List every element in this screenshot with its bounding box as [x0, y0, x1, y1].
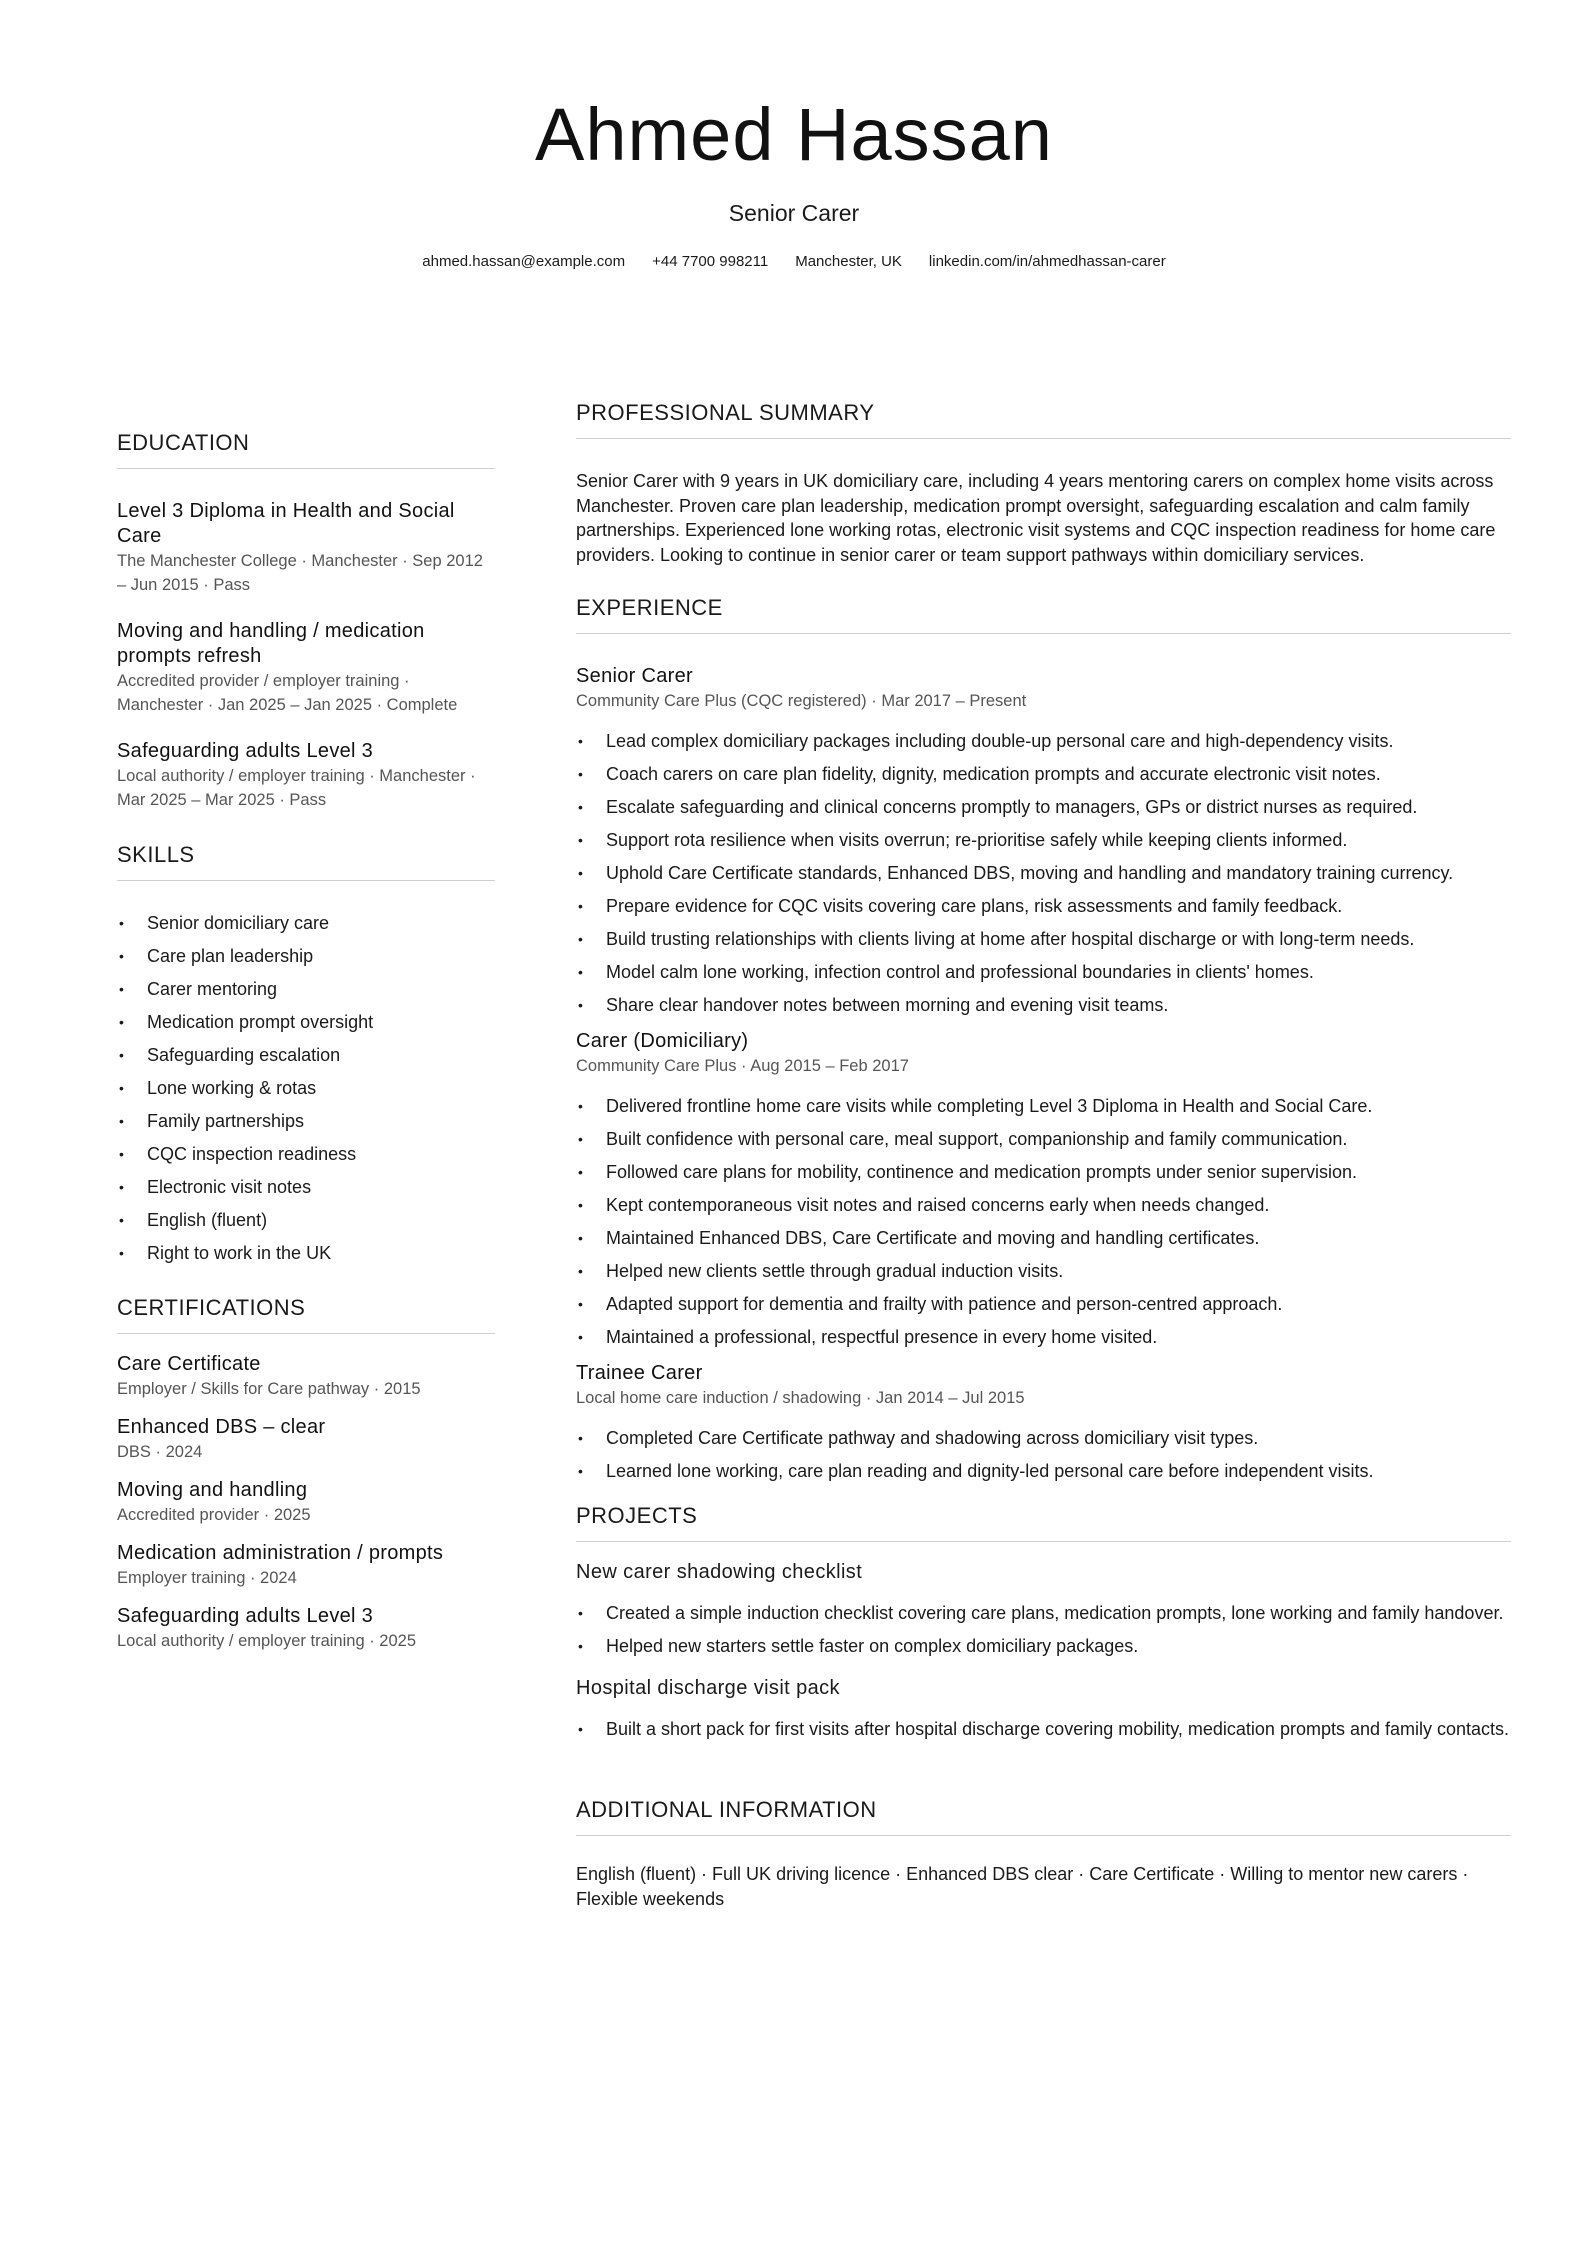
additional-section	[576, 1797, 1511, 1912]
job-bullet: • Escalate safeguarding and clinical concerns promptly to managers, GPs or district nurses as required.	[576, 795, 1511, 819]
project-entry	[576, 1676, 1511, 1741]
skills-section	[117, 842, 495, 1265]
certification-title: Safeguarding adults Level 3	[117, 1605, 374, 1627]
certification-meta: DBS · 2024	[117, 1443, 203, 1461]
skill-item: • CQC inspection readiness	[117, 1142, 495, 1166]
contact-location: Manchester, UK	[795, 253, 902, 270]
project-bullets	[576, 1601, 1511, 1658]
education-meta: Accredited provider / employer training · Manchester · Jan 2025 – Jan 2025 · Complete	[117, 672, 458, 714]
section-heading: ADDITIONAL INFORMATION	[576, 1797, 1511, 1836]
skill-item: • Electronic visit notes	[117, 1175, 495, 1199]
skill-item: • Safeguarding escalation	[117, 1043, 495, 1067]
skill-item: • Family partnerships	[117, 1109, 495, 1133]
job-bullet: • Built confidence with personal care, meal support, companionship and family communication.	[576, 1127, 1511, 1151]
skills-list	[117, 911, 495, 1265]
job-bullet: • Uphold Care Certificate standards, Enhanced DBS, moving and handling and mandatory training currency.	[576, 861, 1511, 885]
certification-title: Care Certificate	[117, 1353, 261, 1375]
section-heading: SKILLS	[117, 842, 495, 881]
education-meta: Local authority / employer training · Manchester · Mar 2025 – Mar 2025 · Pass	[117, 767, 476, 809]
job-title: Trainee Carer	[576, 1362, 703, 1384]
project-bullet: • Helped new starters settle faster on complex domiciliary packages.	[576, 1634, 1511, 1658]
certification-meta: Employer training · 2024	[117, 1569, 297, 1587]
education-title: Level 3 Diploma in Health and Social Care	[117, 500, 455, 547]
additional-text: English (fluent) · Full UK driving licence · Enhanced DBS clear · Care Certificate · Willing to mentor new carers · Flexible weekends	[576, 1864, 1469, 1909]
job-bullet: • Completed Care Certificate pathway and shadowing across domiciliary visit types.	[576, 1426, 1511, 1450]
certification-entry	[117, 1541, 495, 1590]
contact-linkedin[interactable]: linkedin.com/in/ahmedhassan-carer	[928, 253, 1166, 270]
job-meta: Community Care Plus · Aug 2015 – Feb 2017	[576, 1057, 909, 1075]
project-title: Hospital discharge visit pack	[576, 1677, 840, 1699]
project-bullet: • Built a short pack for first visits after hospital discharge covering mobility, medication prompts and family contacts.	[576, 1717, 1511, 1741]
certification-entry	[117, 1604, 495, 1653]
skill-item: • Medication prompt oversight	[117, 1010, 495, 1034]
job-bullet: • Model calm lone working, infection control and professional boundaries in clients' homes.	[576, 960, 1511, 984]
job-bullet: • Helped new clients settle through gradual induction visits.	[576, 1259, 1511, 1283]
project-bullet: • Created a simple induction checklist covering care plans, medication prompts, lone working and family handover.	[576, 1601, 1511, 1625]
job-bullets	[576, 1094, 1511, 1349]
job-bullet: • Maintained a professional, respectful presence in every home visited.	[576, 1325, 1511, 1349]
job-bullet: • Adapted support for dementia and frailty with patience and person-centred approach.	[576, 1292, 1511, 1316]
certification-entry	[117, 1352, 495, 1401]
certification-meta: Local authority / employer training · 2025	[117, 1632, 416, 1650]
contact-email[interactable]: ahmed.hassan@example.com	[422, 253, 626, 270]
skill-item: • Lone working & rotas	[117, 1076, 495, 1100]
certifications-section	[117, 1295, 495, 1653]
skill-item: • Senior domiciliary care	[117, 911, 495, 935]
skill-item: • Right to work in the UK	[117, 1241, 495, 1265]
certification-entry	[117, 1415, 495, 1464]
summary-text: Senior Carer with 9 years in UK domiciliary care, including 4 years mentoring carers on complex home visits across Manchester. Proven care plan leadership, medication prompt oversight, safeguarding escalation and calm family partnerships. Experienced lone working rotas, electronic visit systems and CQC inspection readiness for home care providers. Looking to continue in senior carer or team support pathways within domiciliary services.	[576, 471, 1496, 565]
candidate-name: Ahmed Hassan	[535, 93, 1053, 176]
right-column	[576, 400, 1511, 1912]
job-bullet: • Prepare evidence for CQC visits covering care plans, risk assessments and family feedback.	[576, 894, 1511, 918]
section-heading: PROFESSIONAL SUMMARY	[576, 400, 1511, 439]
job-bullet: • Followed care plans for mobility, continence and medication prompts under senior supervision.	[576, 1160, 1511, 1184]
section-heading: EXPERIENCE	[576, 595, 1511, 634]
education-meta: The Manchester College · Manchester · Sep 2012 – Jun 2015 · Pass	[117, 552, 483, 594]
job-bullets	[576, 1426, 1511, 1483]
candidate-title: Senior Carer	[728, 200, 860, 226]
certification-meta: Employer / Skills for Care pathway · 2015	[117, 1380, 421, 1398]
job-entry	[576, 1029, 1511, 1349]
education-entry	[117, 499, 495, 597]
certification-title: Medication administration / prompts	[117, 1542, 444, 1564]
education-entry	[117, 619, 495, 717]
certification-meta: Accredited provider · 2025	[117, 1506, 311, 1524]
education-section	[117, 430, 495, 812]
summary-section	[576, 400, 1511, 567]
resume-header	[0, 90, 1588, 272]
job-bullet: • Build trusting relationships with clients living at home after hospital discharge or with long-term needs.	[576, 927, 1511, 951]
project-entry	[576, 1560, 1511, 1658]
job-bullet: • Maintained Enhanced DBS, Care Certificate and moving and handling certificates.	[576, 1226, 1511, 1250]
job-bullet: • Learned lone working, care plan reading and dignity-led personal care before independent visits.	[576, 1459, 1511, 1483]
skill-item: • English (fluent)	[117, 1208, 495, 1232]
certification-entry	[117, 1478, 495, 1527]
job-entry	[576, 664, 1511, 1017]
section-heading: PROJECTS	[576, 1503, 1511, 1542]
job-bullet: • Lead complex domiciliary packages including double-up personal care and high-dependency visits.	[576, 729, 1511, 753]
section-heading: EDUCATION	[117, 430, 495, 469]
projects-section	[576, 1503, 1511, 1741]
job-entry	[576, 1361, 1511, 1483]
job-bullet: • Support rota resilience when visits overrun; re-prioritise safely while keeping clients informed.	[576, 828, 1511, 852]
project-title: New carer shadowing checklist	[576, 1561, 863, 1583]
experience-section	[576, 595, 1511, 1483]
certification-title: Moving and handling	[117, 1479, 308, 1501]
project-bullets	[576, 1717, 1511, 1741]
job-title: Senior Carer	[576, 665, 693, 687]
job-bullets	[576, 729, 1511, 1017]
job-bullet: • Delivered frontline home care visits while completing Level 3 Diploma in Health and Social Care.	[576, 1094, 1511, 1118]
education-title: Safeguarding adults Level 3	[117, 740, 374, 762]
contact-line	[0, 252, 1588, 272]
education-title: Moving and handling / medication prompts refresh	[117, 620, 425, 667]
job-bullet: • Kept contemporaneous visit notes and raised concerns early when needs changed.	[576, 1193, 1511, 1217]
certification-title: Enhanced DBS – clear	[117, 1416, 326, 1438]
skill-item: • Care plan leadership	[117, 944, 495, 968]
job-bullet: • Coach carers on care plan fidelity, dignity, medication prompts and accurate electronic visit notes.	[576, 762, 1511, 786]
skill-item: • Carer mentoring	[117, 977, 495, 1001]
job-meta: Community Care Plus (CQC registered) · Mar 2017 – Present	[576, 692, 1027, 710]
education-entry	[117, 739, 495, 812]
job-title: Carer (Domiciliary)	[576, 1030, 749, 1052]
job-bullet: • Share clear handover notes between morning and evening visit teams.	[576, 993, 1511, 1017]
contact-phone[interactable]: +44 7700 998211	[652, 253, 769, 270]
section-heading: CERTIFICATIONS	[117, 1295, 495, 1334]
left-column	[117, 430, 495, 1667]
job-meta: Local home care induction / shadowing · Jan 2014 – Jul 2015	[576, 1389, 1025, 1407]
